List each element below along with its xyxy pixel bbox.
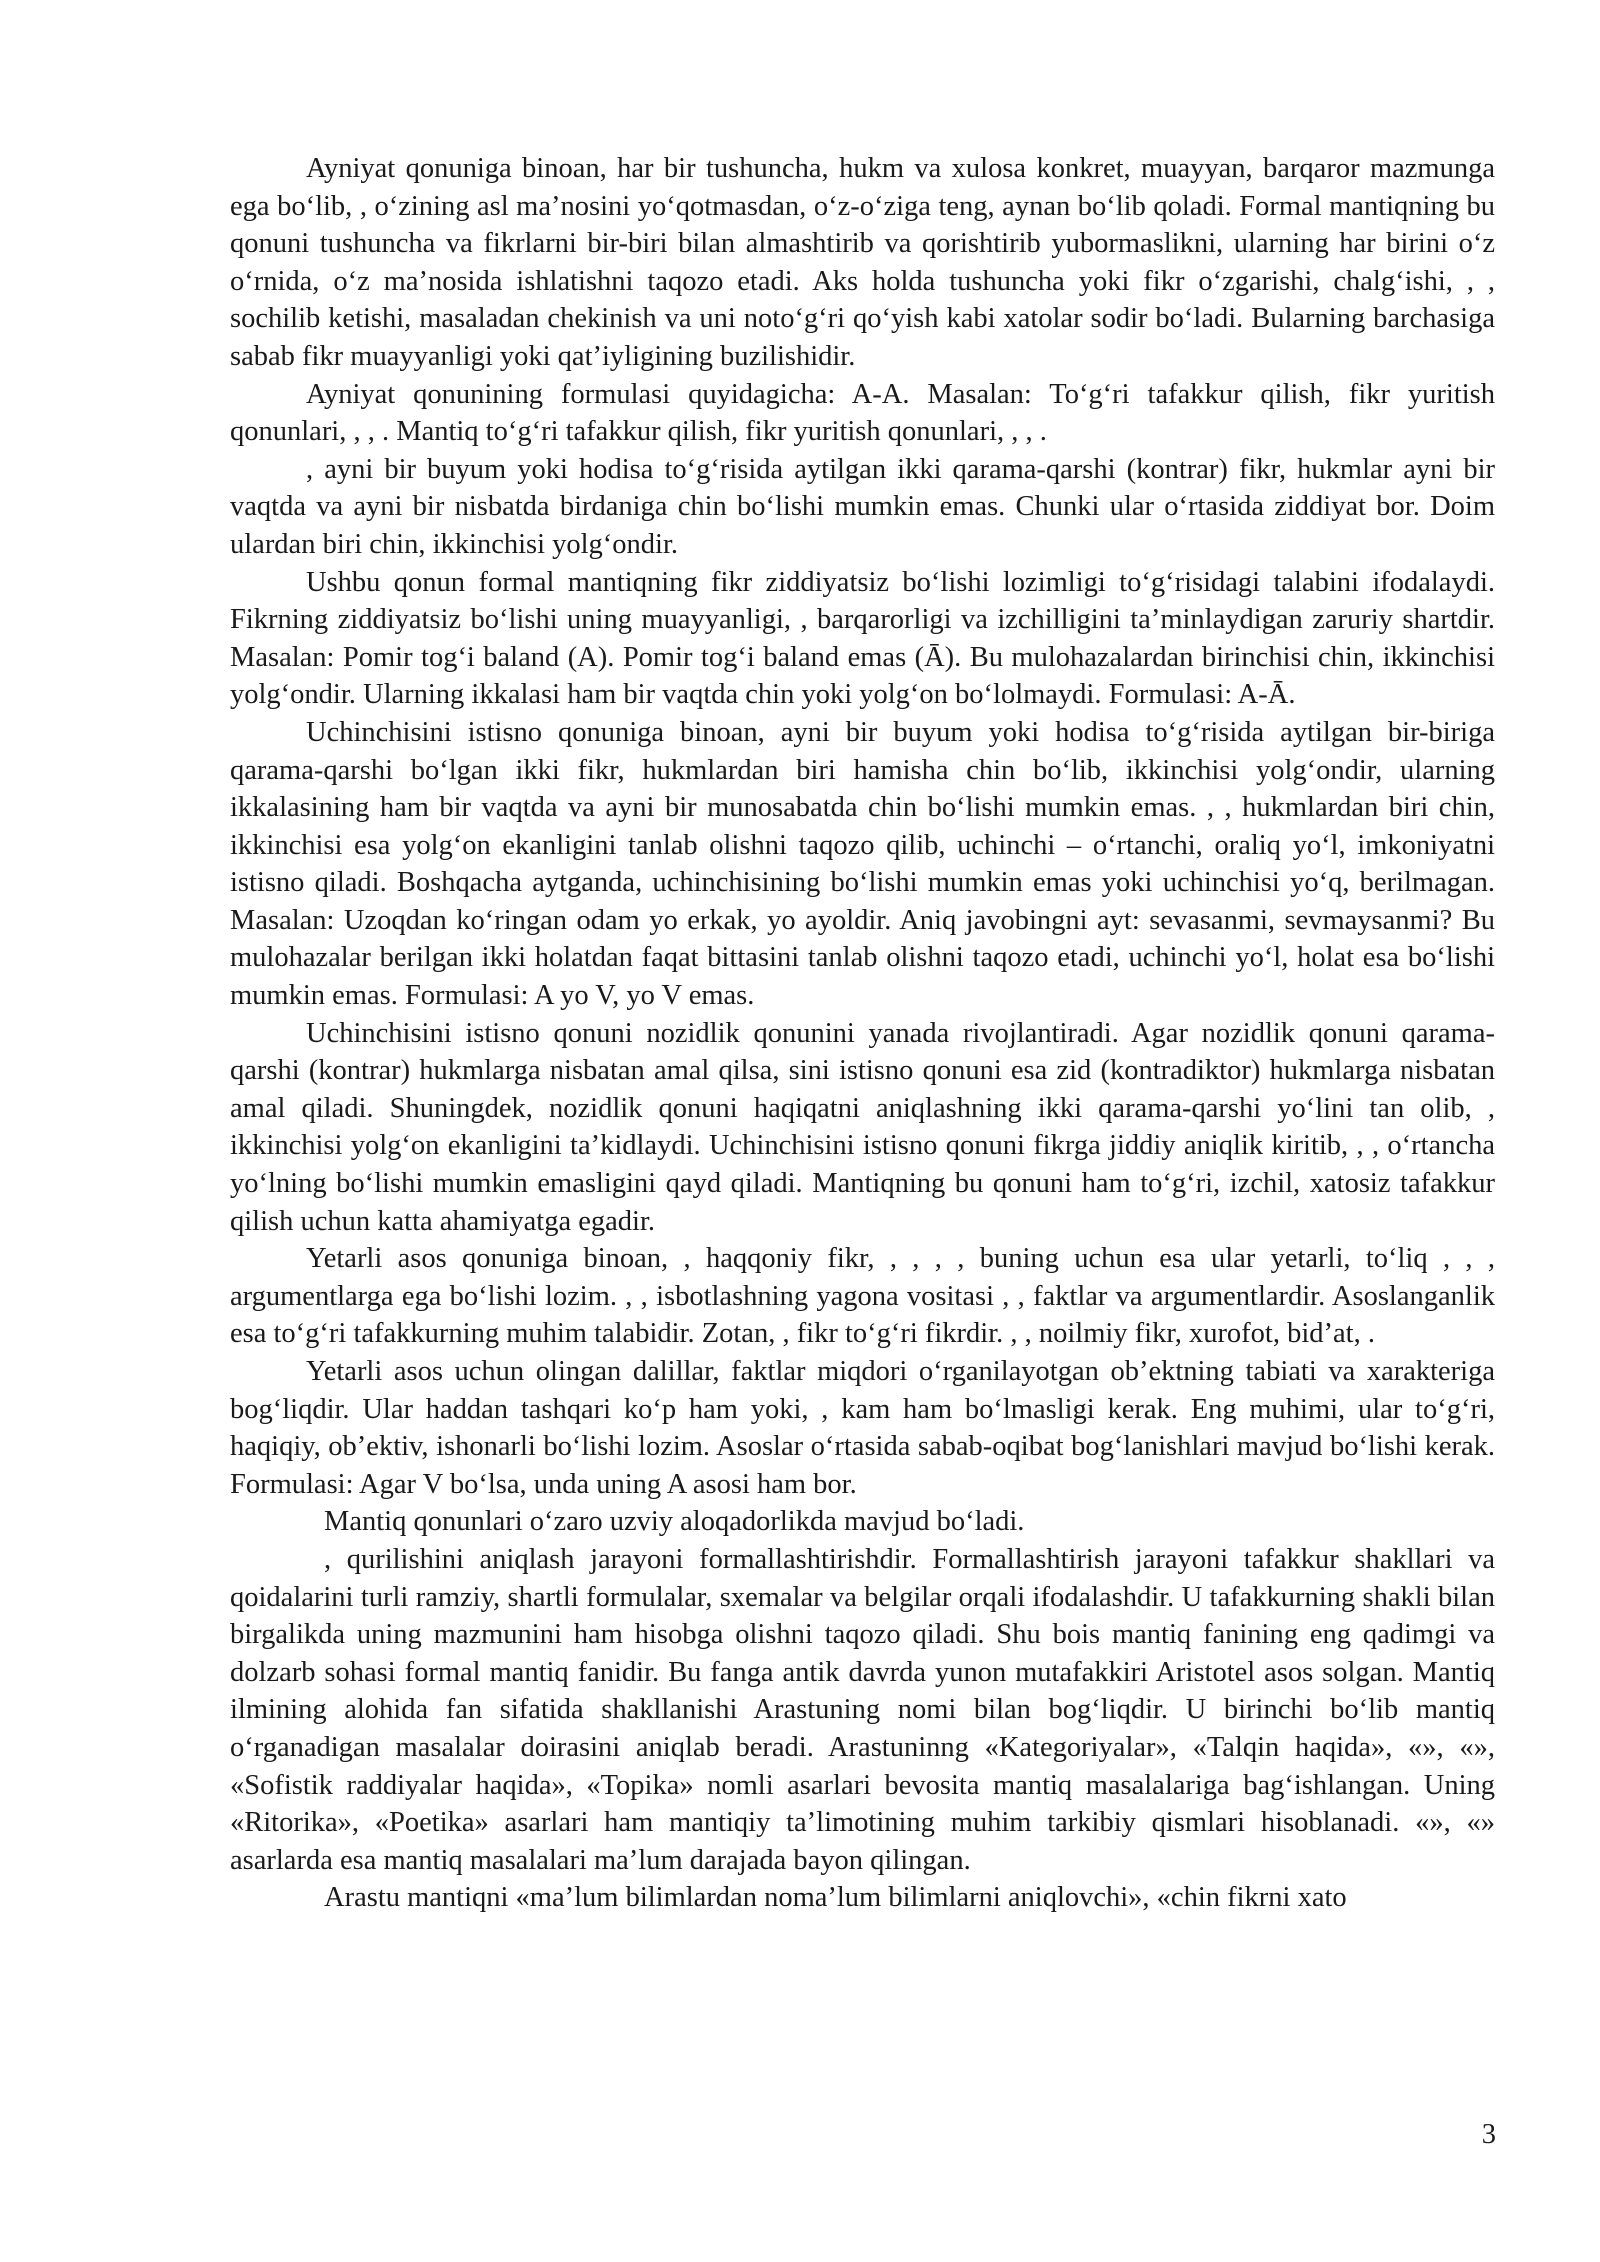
paragraph-sufficient-reason: Yetarli asos qonuniga binoan, , haqqoniy fikr, , , , , buning uchun esa ular yetarli, to‘liq , , , argumentlarga ega bo‘lishi lozim. , , isbotlashning yagona vositasi , , faktlar va argumentlardir. Asoslanganlik esa to‘g‘ri tafakkurning muhim talabidir. Zotan, , fikr to‘g‘ri fikrdir. , , noilmiy fikr, xurofot, bid’at, . [230, 1243, 1495, 1350]
paragraph-sufficient-reason-evidence: Yetarli asos uchun olingan dalillar, faktlar miqdori o‘rganilayotgan ob’ektning tabiati va xarakteriga bog‘liqdir. Ular haddan tashqari ko‘p ham yoki, , kam ham bo‘lmasligi kerak. Eng muhimi, ular to‘g‘ri, haqiqiy, ob’ektiv, ishonarli bo‘lishi lozim. Asoslar o‘rtasida sabab-oqibat bog‘lanishlari mavjud bo‘lishi kerak. Formulasi: Agar V bo‘lsa, unda uning A asosi ham bor. [230, 1356, 1495, 1500]
paragraph-formalization: , qurilishini aniqlash jarayoni formallashtirishdir. Formallashtirish jarayoni tafakkur shakllari va qoidalarini turli ramziy, shartli formulalar, sxemalar va belgilar orqali ifodalashdir. U tafakkurning shakli bilan birgalikda uning mazmunini ham hisobga olishni taqozo qiladi. Shu bois mantiq fanining eng qadimgi va dolzarb sohasi formal mantiq fanidir. Bu fanga antik davrda yunon mutafakkiri Aristotel asos solgan. Mantiq ilmining alohida fan sifatida shakllanishi Arastuning nomi bilan bog‘liqdir. U birinchi bo‘lib mantiq o‘rganadigan masalalar doirasini aniqlab beradi. Arastuninng «Kategoriyalar», «Talqin haqida», «», «», «Sofistik raddiyalar haqida», «Topika» nomli asarlari bevosita mantiq masalalariga bag‘ishlangan. Uning «Ritorika», «Poetika» asarlari ham mantiqiy ta’limotining muhim tarkibiy qismlari hisoblanadi. «», «» asarlarda esa mantiq masalalari ma’lum darajada bayon qilingan. [230, 1543, 1495, 1876]
paragraph-identity-law: Ayniyat qonuniga binoan, har bir tushuncha, hukm va xulosa konkret, muayyan, barqaror mazmunga ega bo‘lib, , o‘zining asl ma’nosini yo‘qotmasdan, o‘z-o‘ziga teng, aynan bo‘lib qoladi. Formal mantiqning bu qonuni tushuncha va fikrlarni bir-biri bilan almashtirib va qorishtirib yubormaslikni, ularning har birini o‘z o‘rnida, o‘z ma’nosida ishlatishni taqozo etadi. Aks holda tushuncha yoki fikr o‘zgarishi, chalg‘ishi, , , sochilib ketishi, masaladan chekinish va uni noto‘g‘ri qo‘yish kabi xatolar sodir bo‘ladi. Bularning barchasiga sabab fikr muayyanligi yoki qat’iyligining buzilishidir. [230, 153, 1495, 372]
paragraph-aristotle-logic: Arastu mantiqni «ma’lum bilimlardan noma’lum bilimlarni aniqlovchi», «chin fikrni xato [324, 1882, 1347, 1914]
paragraph-noncontradiction-requirement: Ushbu qonun formal mantiqning fikr ziddiyatsiz bo‘lishi lozimligi to‘g‘risidagi talabini ifodalaydi. Fikrning ziddiyatsiz bo‘lishi uning muayyanligi, , barqarorligi va izchilligini ta’minlaydigan zaruriy shartdir. Masalan: Pomir tog‘i baland (A). Pomir tog‘i baland emas (Ā). Bu mulohazalardan birinchisi chin, ikkinchisi yolg‘ondir. Ularning ikkalasi ham bir vaqtda chin yoki yolg‘on bo‘lolmaydi. Formulasi: A-Ā. [230, 566, 1495, 711]
page-number: 3 [1481, 2119, 1496, 2150]
paragraph-laws-interconnection: Mantiq qonunlari o‘zaro uzviy aloqadorlikda mavjud bo‘ladi. [324, 1506, 1025, 1538]
paragraph-excluded-middle-development: Uchinchisini istisno qonuni nozidlik qonunini yanada rivojlantiradi. Agar nozidlik qonuni qarama-qarshi (kontrar) hukmlarga nisbatan amal qilsa, sini istisno qonuni esa zid (kontradiktor) hukmlarga nisbatan amal qiladi. Shuningdek, nozidlik qonuni haqiqatni aniqlashning ikki qarama-qarshi yo‘lini tan olib, , ikkinchisi yolg‘on ekanligini ta’kidlaydi. Uchinchisini istisno qonuni fikrga jiddiy aniqlik kiritib, , , o‘rtancha yo‘lning bo‘lishi mumkin emasligini qayd qiladi. Mantiqning bu qonuni ham to‘g‘ri, izchil, xatosiz tafakkur qilish uchun katta ahamiyatga egadir. [230, 1017, 1495, 1237]
paragraph-identity-formula: Ayniyat qonunining formulasi quyidagicha: A-A. Masalan: To‘g‘ri tafakkur qilish, fikr yuritish qonunlari, , , . Mantiq to‘g‘ri tafakkur qilish, fikr yuritish qonunlari, , , . [230, 378, 1495, 448]
document-body [230, 150, 1495, 1917]
paragraph-excluded-middle: Uchinchisini istisno qonuniga binoan, ayni bir buyum yoki hodisa to‘g‘risida aytilgan bir-biriga qarama-qarshi bo‘lgan ikki fikr, hukmlardan biri hamisha chin bo‘lib, ikkinchisi yolg‘ondir, ularning ikkalasining ham bir vaqtda va ayni bir munosabatda chin bo‘lishi mumkin emas. , , hukmlardan biri chin, ikkinchisi esa yolg‘on ekanligini tanlab olishni taqozo qilib, uchinchi – o‘rtanchi, oraliq yo‘l, imkoniyatni istisno qiladi. Boshqacha aytganda, uchinchisining bo‘lishi mumkin emas yoki uchinchisi yo‘q, berilmagan. Masalan: Uzoqdan ko‘ringan odam yo erkak, yo ayoldir. Aniq javobingni ayt: sevasanmi, sevmaysanmi? Bu mulohazalar berilgan ikki holatdan faqat bittasini tanlab olishni taqozo etadi, uchinchi yo‘l, holat esa bo‘lishi mumkin emas. Formulasi: A yo V, yo V emas. [230, 716, 1495, 1012]
paragraph-contradiction: , ayni bir buyum yoki hodisa to‘g‘risida aytilgan ikki qarama-qarshi (kontrar) fikr, hukmlar ayni bir vaqtda va ayni bir nisbatda birdaniga chin bo‘lishi mumkin emas. Chunki ular o‘rtasida ziddiyat bor. Doim ulardan biri chin, ikkinchisi yolg‘ondir. [230, 453, 1495, 560]
